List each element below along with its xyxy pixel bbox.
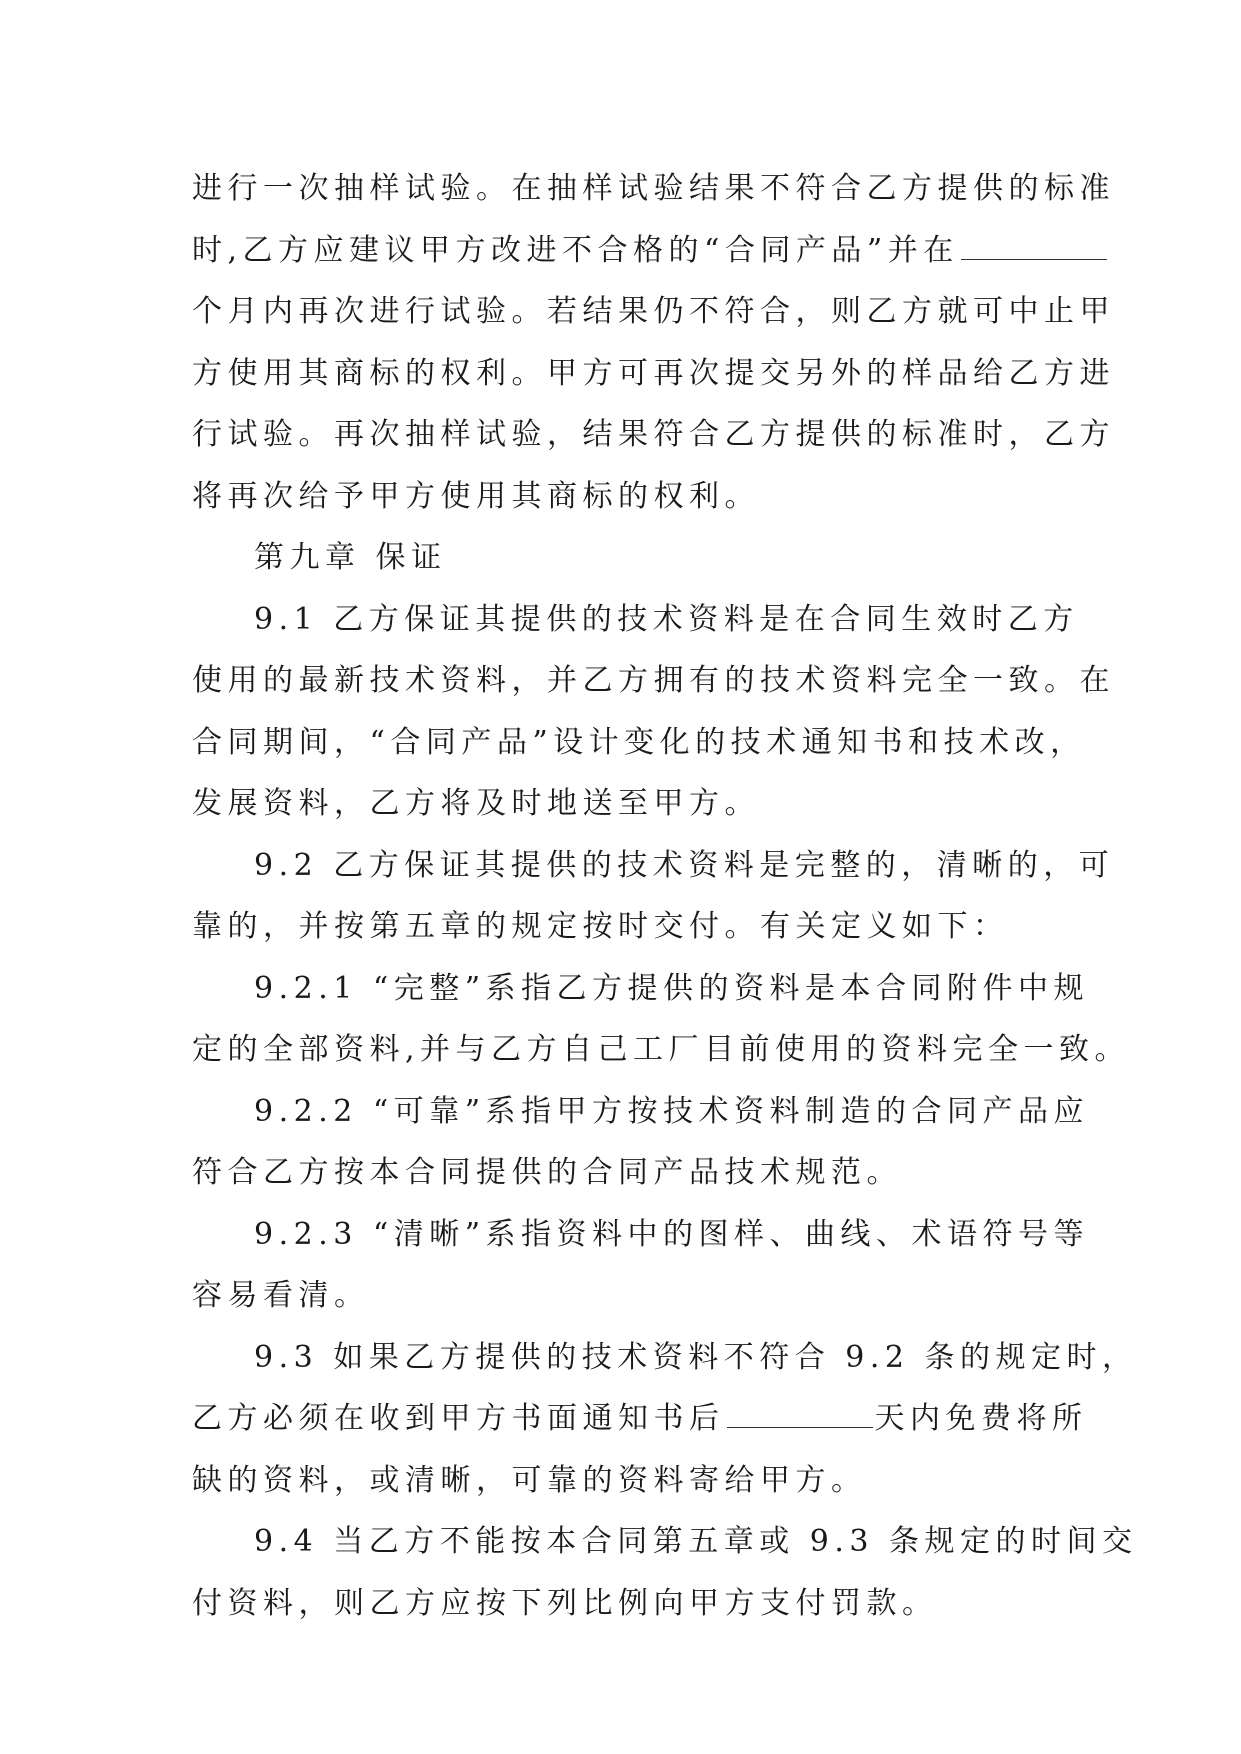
clause-line: 9.4 当乙方不能按本合同第五章或 9.3 条规定的时间交: [254, 1524, 1138, 1559]
clause-line: 9.1 乙方保证其提供的技术资料是在合同生效时乙方: [254, 601, 1079, 637]
document-body: [192, 158, 1138, 1634]
text-line: 将再次给予甲方使用其商标的权利。: [192, 478, 760, 514]
text-line: 合同期间，“合同产品”设计变化的技术通知书和技术改，: [192, 724, 1086, 760]
clause-line: 9.2 乙方保证其提供的技术资料是完整的，清晰的，可: [254, 847, 1115, 883]
text-line: 缺的资料，或清晰，可靠的资料寄给甲方。: [192, 1462, 867, 1498]
clause-line: 9.2.2 “可靠”系指甲方按技术资料制造的合同产品应: [254, 1093, 1090, 1129]
text-segment: 乙方必须在收到甲方书面通知书后: [192, 1401, 725, 1436]
text-line: 容易看清。: [192, 1278, 370, 1313]
text-line: 靠的，并按第五章的规定按时交付。有关定义如下：: [192, 909, 1009, 944]
fill-in-blank: [727, 1393, 873, 1428]
text-line: 发展资料，乙方将及时地送至甲方。: [192, 786, 760, 821]
chapter-heading: 第九章 保证: [254, 540, 447, 575]
text-line: 使用的最新技术资料，并乙方拥有的技术资料完全一致。在: [192, 663, 1115, 698]
text-segment: 天内免费将所: [874, 1401, 1088, 1436]
text-line: 方使用其商标的权利。甲方可再次提交另外的样品给乙方进: [192, 355, 1115, 391]
fill-in-blank: [961, 225, 1107, 260]
text-line: 符合乙方按本合同提供的合同产品技术规范。: [192, 1155, 902, 1190]
text-line: [192, 1388, 1088, 1450]
text-line: 定的全部资料,并与乙方自己工厂目前使用的资料完全一致。: [192, 1032, 1131, 1067]
text-line: [192, 220, 1048, 282]
text-line: 行试验。再次抽样试验，结果符合乙方提供的标准时，乙方: [192, 417, 1115, 452]
text-line: 付资料，则乙方应按下列比例向甲方支付罚款。: [192, 1585, 938, 1621]
text-line: 进行一次抽样试验。在抽样试验结果不符合乙方提供的标准: [192, 171, 1115, 206]
text-line: 个月内再次进行试验。若结果仍不符合，则乙方就可中止甲: [192, 294, 1115, 329]
clause-line: 9.3 如果乙方提供的技术资料不符合 9.2 条的规定时，: [254, 1339, 1138, 1375]
clause-line: 9.2.1 “完整”系指乙方提供的资料是本合同附件中规: [254, 970, 1090, 1006]
clause-line: 9.2.3 “清晰”系指资料中的图样、曲线、术语符号等: [254, 1216, 1090, 1252]
text-segment: 时,乙方应建议甲方改进不合格的“合同产品”并在: [192, 232, 959, 268]
